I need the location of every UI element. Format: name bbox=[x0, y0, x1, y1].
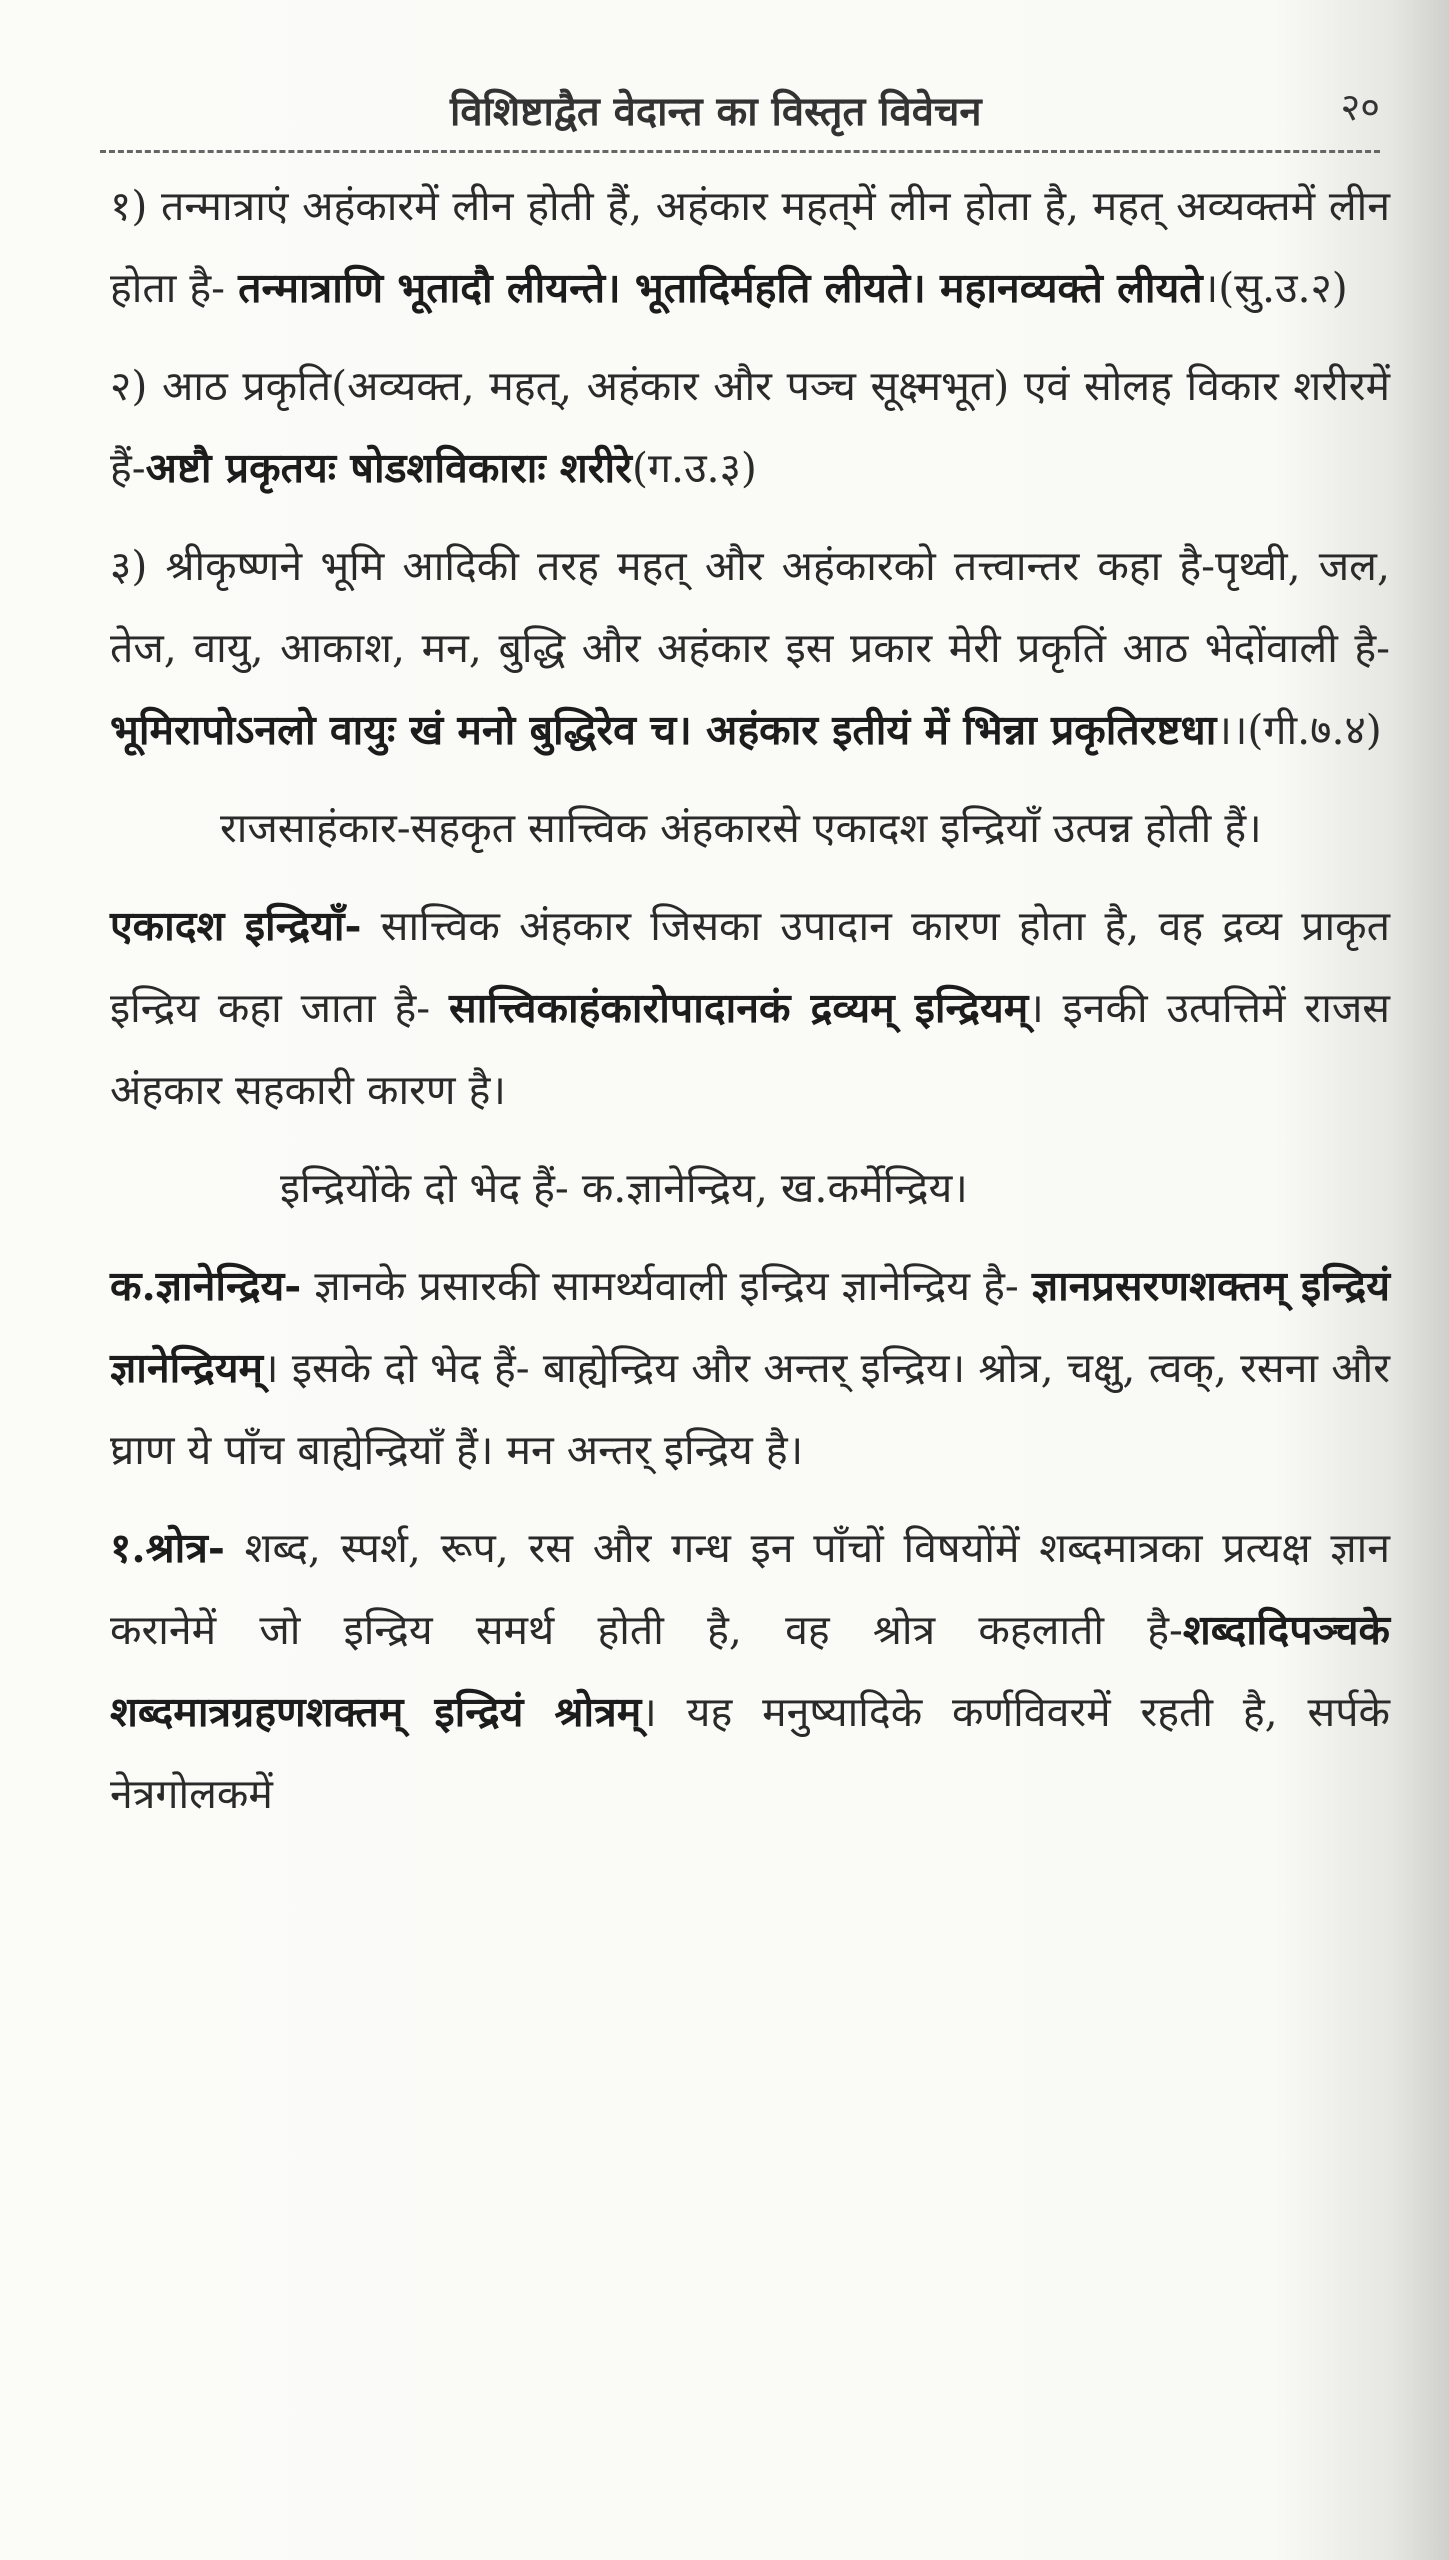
sanskrit-quote: अष्टौ प्रकृतयः षोडशविकाराः शरीरे bbox=[145, 444, 632, 492]
header-divider bbox=[100, 150, 1380, 153]
sanskrit-quote: ज्ञानप्रसरणशक्तम्‌ इन्द्रियं ज्ञानेन्द्रियम्‌ bbox=[110, 1262, 1390, 1392]
text-segment: । यह मनुष्यादिके कर्णविवरमें रहती है, सर्पके नेत्रगोलकमें bbox=[110, 1688, 1391, 1818]
sanskrit-quote: शब्दादिपञ्चके शब्दमात्रग्रहणशक्तम्‌ इन्द्रियं श्रोत्रम्‌ bbox=[110, 1606, 1390, 1736]
sanskrit-quote: तन्मात्राणि भूतादौ लीयन्ते। भूतादिर्महति लीयते। महानव्यक्ते लीयते bbox=[238, 264, 1203, 312]
running-title: विशिष्टाद्वैत वेदान्त का विस्तृत विवेचन bbox=[450, 88, 982, 135]
text-segment: इन्द्रियोंके दो भेद हैं- क.ज्ञानेन्द्रिय, ख.कर्मेन्द्रिय। bbox=[280, 1164, 968, 1212]
text-segment: ज्ञानके प्रसारकी सामर्थ्यवाली इन्द्रिय ज्ञानेन्द्रिय है- bbox=[301, 1262, 1032, 1310]
paragraph-ekadash-indriyan bbox=[110, 885, 1390, 1131]
paragraph-1 bbox=[110, 165, 1390, 329]
citation: ।(सु.उ.२) bbox=[1202, 264, 1348, 312]
paragraph-shrotra bbox=[110, 1507, 1390, 1835]
paragraph-2 bbox=[110, 345, 1390, 509]
page-header bbox=[100, 70, 1380, 150]
text-segment: । इसके दो भेद हैं- बाह्येन्द्रिय और अन्तर्‌ इन्द्रिय। श्रोत्र, चक्षु, त्वक्‌, रसना और घ्राण ये पाँच बाह्येन्द्रियाँ हैं। मन अन्तर्‌ इन्द्रिय है। bbox=[110, 1344, 1390, 1474]
page-number: २० bbox=[1340, 85, 1380, 129]
paragraph-3 bbox=[110, 525, 1390, 771]
text-segment: २) आठ प्रकृति(अव्यक्त, महत्‌, अहंकार और पञ्च सूक्ष्मभूत) एवं सोलह विकार शरीरमें हैं- bbox=[110, 362, 1390, 492]
term-heading: एकादश इन्द्रियाँ- bbox=[110, 902, 362, 950]
term-heading: क.ज्ञानेन्द्रिय- bbox=[110, 1262, 302, 1310]
sanskrit-quote: भूमिरापोऽनलो वायुः खं मनो बुद्धिरेव च। अहंकार इतीयं में भिन्ना प्रकृतिरष्टधा bbox=[110, 706, 1217, 754]
text-segment: १) तन्मात्राएं अहंकारमें लीन होती हैं, अहंकार महत्‌में लीन होता है, महत्‌ अव्यक्तमें लीन होता है- bbox=[110, 182, 1390, 312]
text-segment: शब्द, स्पर्श, रूप, रस और गन्ध इन पाँचों विषयोंमें शब्दमात्रका प्रत्यक्ष ज्ञान करानेमें जो इन्द्रिय समर्थ होती है, वह श्रोत्र कहलाती है- bbox=[110, 1524, 1390, 1654]
citation: ।।(गी.७.४) bbox=[1216, 706, 1382, 754]
paragraph-4 bbox=[110, 787, 1390, 869]
text-segment: सात्त्विक अंहकार जिसका उपादान कारण होता है, वह द्रव्य प्राकृत इन्द्रिय कहा जाता है- bbox=[110, 902, 1390, 1032]
text-segment: । इनकी उत्पत्तिमें राजस अंहकार सहकारी कारण है। bbox=[110, 984, 1390, 1114]
citation: (ग.उ.३) bbox=[631, 444, 757, 492]
text-segment: ३) श्रीकृष्णने भूमि आदिकी तरह महत्‌ और अहंकारको तत्त्वान्तर कहा है-पृथ्वी, जल, तेज, वायु, आकाश, मन, बुद्धि और अहंकार इस प्रकार मेरी प्रकृतिं आठ भेदोंवाली है- bbox=[110, 542, 1390, 672]
paragraph-jnanendriya bbox=[110, 1245, 1390, 1491]
paragraph-indriya-types bbox=[110, 1147, 1390, 1229]
body-text bbox=[110, 165, 1390, 1851]
term-heading: १.श्रोत्र- bbox=[110, 1524, 225, 1572]
text-segment: राजसाहंकार-सहकृत सात्त्विक अंहकारसे एकादश इन्द्रियाँ उत्पन्न होती हैं। bbox=[220, 804, 1262, 852]
sanskrit-quote: सात्त्विकाहंकारोपादानकं द्रव्यम्‌ इन्द्रियम्‌ bbox=[448, 984, 1029, 1032]
